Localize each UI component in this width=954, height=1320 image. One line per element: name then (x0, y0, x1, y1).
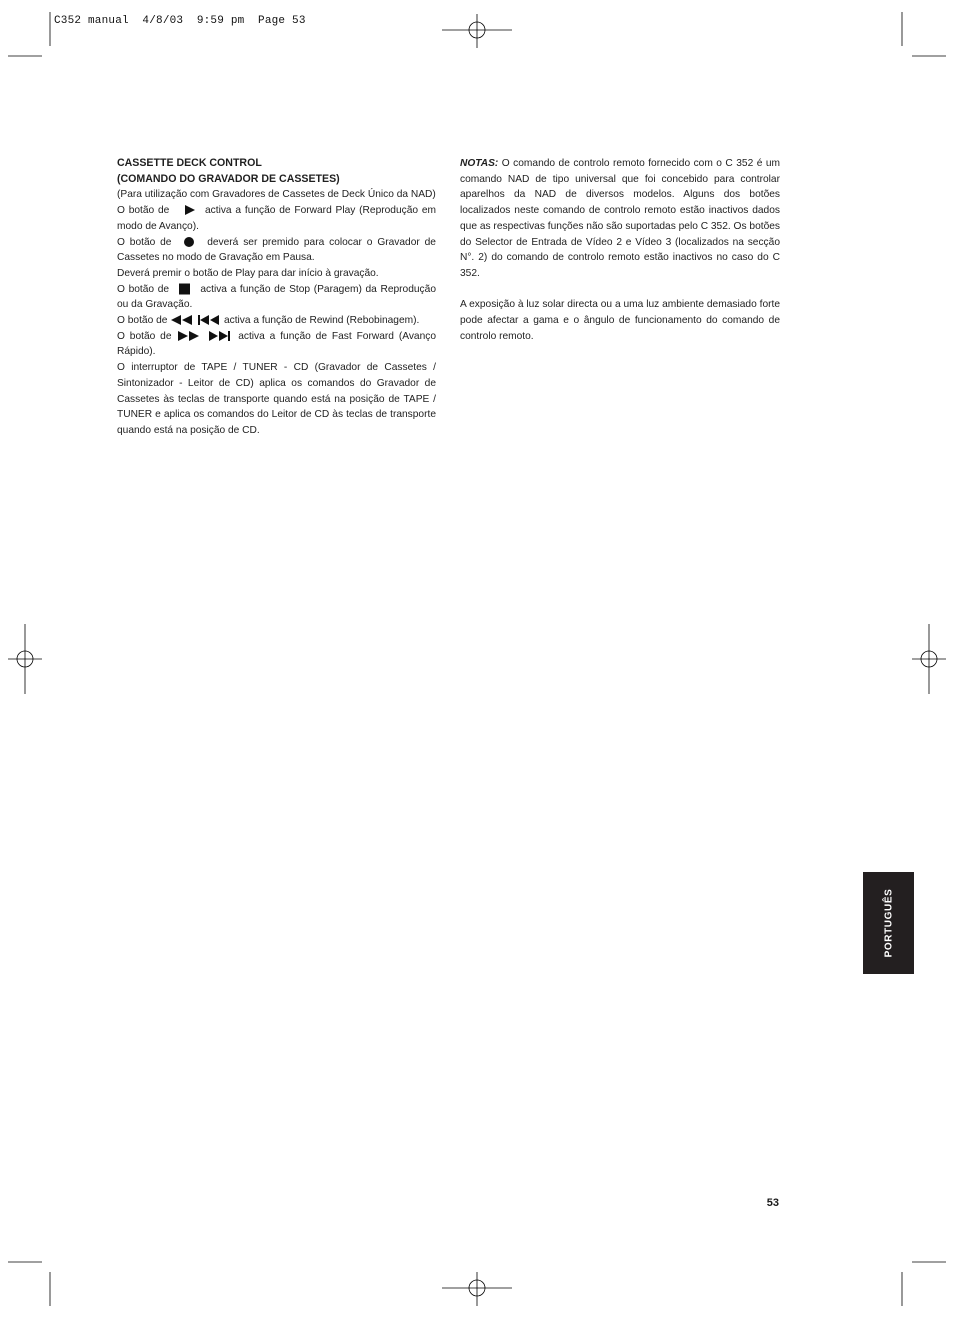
tape-tuner-switch-paragraph: O interruptor de TAPE / TUNER - CD (Gravador de Cassetes / Sintonizador - Leitor de CD) aplica os comandos do Gravador de Cassetes às teclas de transporte quando está na posição de TAPE / TUNER e aplica os comandos do Leitor de CD às teclas de transporte quando está na posição de CD. (117, 362, 436, 436)
print-slug: C352 manual 4/8/03 9:59 pm Page 53 (54, 15, 306, 27)
play-icon (173, 204, 201, 216)
fast-forward-icon (176, 330, 202, 342)
rewind-paragraph: O botão de activa a função de Rewind (Rebobinagem). (117, 315, 420, 327)
language-tab (863, 872, 914, 974)
play-paragraph: O botão de activa a função de Forward Play (Reprodução em modo de Avanço). (117, 205, 436, 232)
rewind-icon (170, 314, 194, 326)
record-note: Deverá premir o botão de Play para dar início à gravação. (117, 267, 379, 279)
stop-icon (173, 283, 197, 295)
section-subheading: (COMANDO DO GRAVADOR DE CASSETES) (117, 172, 340, 185)
page-number: 53 (766, 1197, 779, 1209)
skip-forward-icon (207, 330, 233, 342)
stop-paragraph: O botão de activa a função de Stop (Paragem) da Reprodução ou da Gravação. (117, 283, 436, 311)
intro-text: (Para utilização com Gravadores de Cassetes de Deck Único da NAD) (117, 189, 436, 201)
notes-section (460, 156, 780, 344)
language-tab-label: PORTUGUÊS (883, 888, 894, 958)
section-heading: CASSETTE DECK CONTROL (117, 157, 262, 169)
record-paragraph: O botão de deverá ser premido para colocar o Gravador de Cassetes no modo de Gravação em Pausa. (117, 236, 436, 264)
notes-label: NOTAS: (460, 158, 499, 169)
notes-paragraph (460, 156, 780, 282)
cassette-deck-section (117, 156, 436, 439)
fast-forward-paragraph: O botão de activa a função de Fast Forward (Avanço Rápido). (117, 330, 437, 358)
record-icon (176, 236, 202, 248)
skip-back-icon (197, 314, 221, 326)
notes-text: O comando de controlo remoto fornecido com o C 352 é um comando NAD de tipo universal que foi concebido para controlar aparelhos da NAD de diversos modelos. Alguns dos botões localizados neste comando de controlo remoto estão inactivos dados que as respectivas funções não são suportadas pelo C 352. Os botões do Selector de Entrada de Vídeo 2 e Vídeo 3 (localizados na secção N°. 2) do comando de controlo remoto estão inactivos no caso do C 352. (460, 158, 780, 279)
sunlight-paragraph: A exposição à luz solar directa ou a uma luz ambiente demasiado forte pode afectar a gama e o ângulo de funcionamento do comando de controlo remoto. (460, 299, 780, 342)
